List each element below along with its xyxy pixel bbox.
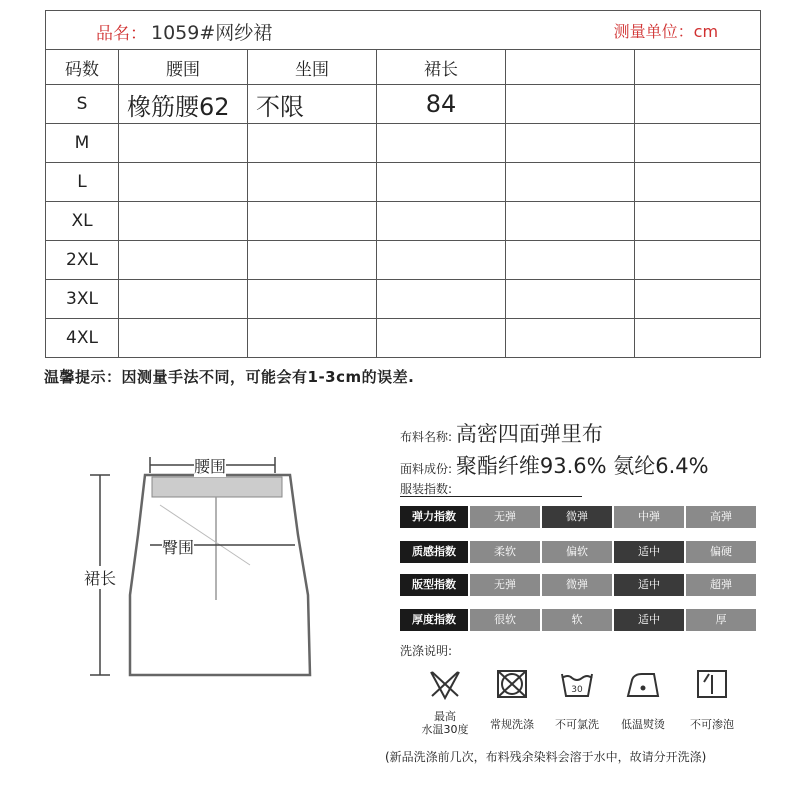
cell-empty	[506, 241, 635, 280]
header-size: 码数	[46, 50, 119, 85]
cell-waist	[119, 319, 248, 358]
cell-empty	[635, 280, 761, 319]
index-option: 无弹	[470, 574, 540, 596]
hip-label: 臀围	[162, 535, 194, 558]
table-row	[46, 280, 761, 319]
index-name: 版型指数	[400, 574, 468, 596]
cell-hip	[248, 319, 377, 358]
wash-label: 不可氯洗	[555, 718, 599, 731]
cell-waist	[119, 202, 248, 241]
header-hip: 坐围	[248, 50, 377, 85]
cell-empty	[506, 163, 635, 202]
no-bleach-icon	[560, 668, 594, 700]
cell-empty	[506, 202, 635, 241]
wash-label: 最高 水温30度	[421, 710, 469, 736]
low-iron-icon	[626, 668, 660, 700]
svg-text:30: 30	[571, 685, 583, 695]
index-row-elasticity	[400, 506, 760, 528]
cell-size: L	[46, 163, 119, 202]
index-option-selected: 适中	[614, 609, 684, 631]
cell-length	[377, 202, 506, 241]
cell-size: M	[46, 124, 119, 163]
no-soak-icon	[695, 668, 729, 700]
header-empty	[635, 50, 761, 85]
table-row	[46, 319, 761, 358]
index-option: 中弹	[614, 506, 684, 528]
cell-size: 2XL	[46, 241, 119, 280]
index-option: 软	[542, 609, 612, 631]
index-option-selected: 微弹	[542, 506, 612, 528]
unit-label: 测量单位：cm	[613, 22, 719, 41]
cell-hip: 不限	[248, 85, 377, 124]
index-option: 偏硬	[686, 541, 756, 563]
cell-hip	[248, 202, 377, 241]
cell-length: 84	[377, 85, 506, 124]
index-option: 很软	[470, 609, 540, 631]
skirt-sketch	[70, 435, 330, 715]
index-option: 厚	[686, 609, 756, 631]
table-row	[46, 124, 761, 163]
index-option: 偏软	[542, 541, 612, 563]
cell-waist	[119, 124, 248, 163]
cell-size: 3XL	[46, 280, 119, 319]
index-name: 质感指数	[400, 541, 468, 563]
cell-empty	[635, 124, 761, 163]
wash-note: (新品洗涤前几次，布料残余染料会溶于水中，故请分开洗涤)	[385, 750, 707, 764]
cell-waist	[119, 241, 248, 280]
index-option-selected: 适中	[614, 541, 684, 563]
cell-waist	[119, 280, 248, 319]
divider	[400, 496, 582, 497]
cell-length	[377, 319, 506, 358]
header-waist: 腰围	[119, 50, 248, 85]
cell-empty	[635, 319, 761, 358]
wash-label: 低温熨烫	[621, 718, 665, 731]
cell-empty	[635, 85, 761, 124]
index-row-fit	[400, 574, 760, 596]
cell-length	[377, 124, 506, 163]
fabric-composition: 面料成份: 聚酯纤维93.6% 氨纶6.4%	[400, 454, 709, 478]
cell-length	[377, 241, 506, 280]
spec-title: 服装指数:	[400, 482, 453, 496]
cell-hip	[248, 241, 377, 280]
index-row-texture	[400, 541, 760, 563]
cell-empty	[506, 124, 635, 163]
length-label: 裙长	[84, 566, 116, 589]
size-table	[45, 10, 761, 358]
cell-size: 4XL	[46, 319, 119, 358]
index-option: 高弹	[686, 506, 756, 528]
fabric-name: 布料名称: 高密四面弹里布	[400, 422, 603, 446]
header-length: 裙长	[377, 50, 506, 85]
cell-length	[377, 280, 506, 319]
index-name: 厚度指数	[400, 609, 468, 631]
table-row	[46, 163, 761, 202]
no-wash-icon	[428, 668, 462, 700]
cell-empty	[506, 319, 635, 358]
index-row-thickness	[400, 609, 760, 631]
index-name: 弹力指数	[400, 506, 468, 528]
product-name: 品名： 1059#网纱裙	[96, 22, 273, 44]
table-title-row	[46, 11, 761, 50]
cell-empty	[635, 202, 761, 241]
measurement-tip: 温馨提示：因测量手法不同，可能会有1-3cm的误差.	[44, 368, 415, 386]
index-option: 无弹	[470, 506, 540, 528]
cell-length	[377, 163, 506, 202]
table-row	[46, 241, 761, 280]
waist-label: 腰围	[194, 454, 226, 477]
table-row	[46, 202, 761, 241]
index-option: 微弹	[542, 574, 612, 596]
cell-hip	[248, 163, 377, 202]
cell-empty	[506, 280, 635, 319]
index-option: 柔软	[470, 541, 540, 563]
index-option: 超弹	[686, 574, 756, 596]
cell-hip	[248, 280, 377, 319]
cell-empty	[635, 241, 761, 280]
wash-label: 常规洗涤	[490, 718, 534, 731]
cell-size: S	[46, 85, 119, 124]
cell-waist	[119, 163, 248, 202]
cell-hip	[248, 124, 377, 163]
no-machine-wash-icon	[495, 668, 529, 700]
wash-label: 不可渗泡	[690, 718, 734, 731]
header-empty	[506, 50, 635, 85]
table-header-row	[46, 50, 761, 85]
cell-empty	[506, 85, 635, 124]
table-row	[46, 85, 761, 124]
cell-empty	[635, 163, 761, 202]
wash-title: 洗涤说明:	[400, 644, 453, 658]
index-option-selected: 适中	[614, 574, 684, 596]
cell-size: XL	[46, 202, 119, 241]
cell-waist: 橡筋腰62	[119, 85, 248, 124]
